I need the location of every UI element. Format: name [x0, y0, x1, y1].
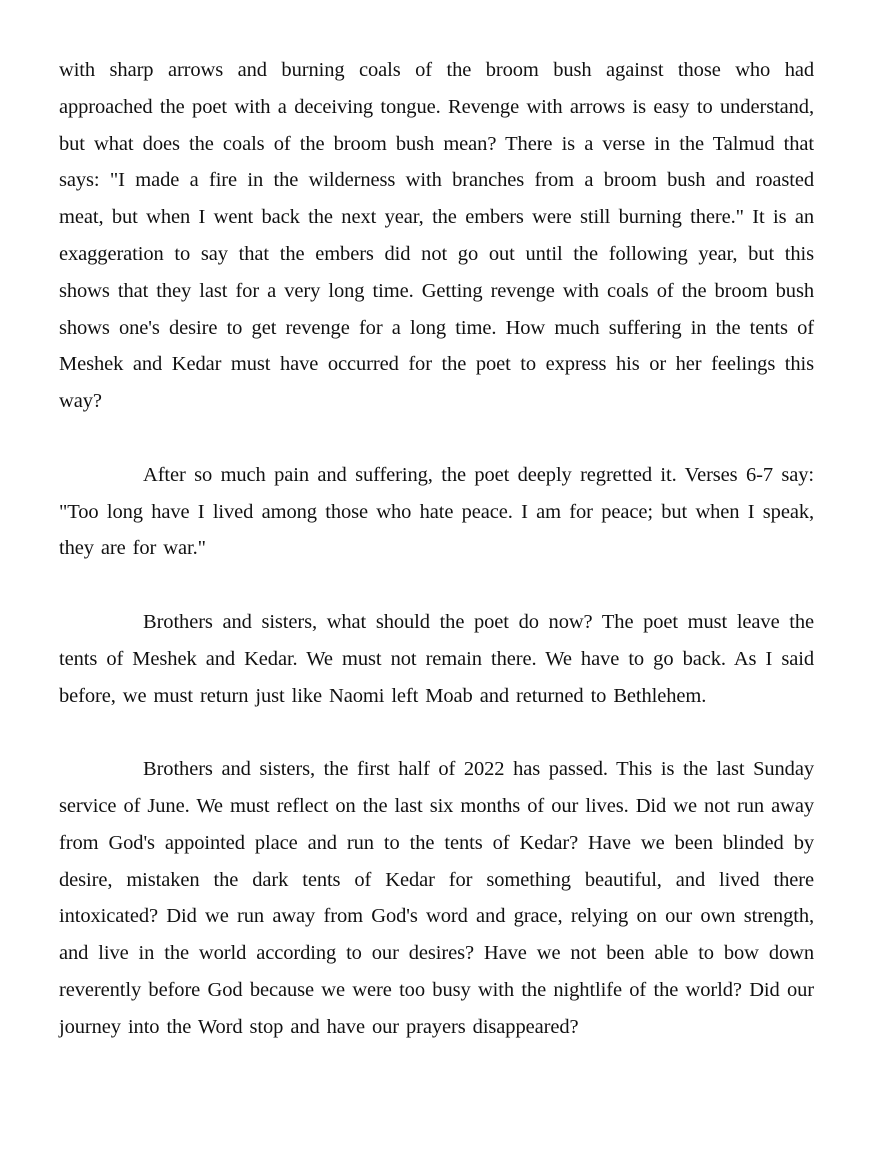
paragraph-leave-tents: Brothers and sisters, what should the poet do now? The poet must leave the tents of Meshek and Kedar. We must not remain there. We have to go back. As I said before, we must return just like Naomi left Moab and returned to Bethlehem. — [59, 610, 814, 707]
paragraph-broom-bush: with sharp arrows and burning coals of the broom bush against those who had approached the poet with a deceiving tongue. Revenge with arrows is easy to understand, but what does the coals of the broom bush mean? There is a verse in the Talmud that says: "I made a fire in the wilderness with branches from a broom bush and roasted meat, but when I went back the next year, the embers were still burning there." It is an exaggeration to say that the embers did not go out until the following year, but this shows that they last for a very long time. Getting revenge with coals of the broom bush shows one's desire to get revenge for a long time. How much suffering in the tents of Meshek and Kedar must have occurred for the poet to express his or her feelings this way? — [59, 59, 814, 413]
paragraph-verses-6-7: After so much pain and suffering, the poet deeply regretted it. Verses 6-7 say: "Too long have I lived among those who hate peace. I am for peace; but when I speak, they are for war." — [59, 463, 814, 560]
document-page — [59, 52, 814, 1046]
paragraph-reflection-2022: Brothers and sisters, the first half of 2022 has passed. This is the last Sunday service of June. We must reflect on the last six months of our lives. Did we not run away from God's appointed place and run to the tents of Kedar? Have we been blinded by desire, mistaken the dark tents of Kedar for something beautiful, and lived there intoxicated? Did we run away from God's word and grace, relying on our own strength, and live in the world according to our desires? Have we not been able to bow down reverently before God because we were too busy with the nightlife of the world? Did our journey into the Word stop and have our prayers disappeared? — [59, 758, 814, 1038]
